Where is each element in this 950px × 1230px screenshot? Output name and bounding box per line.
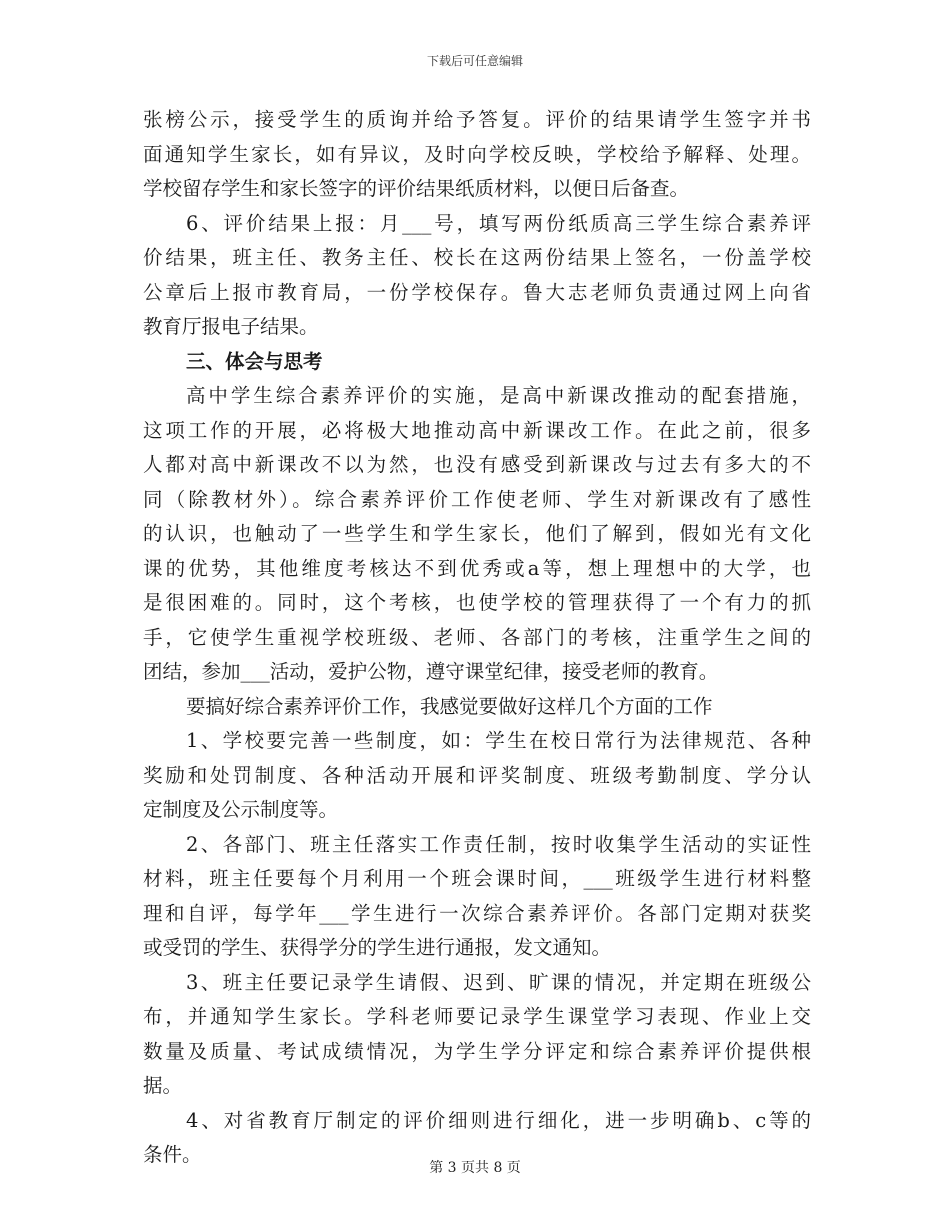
text-line: 手，它使学生重视学校班级、老师、各部门的考核，注重学生之间的	[143, 625, 811, 649]
text-line: 价结果，班主任、教务主任、校长在这两份结果上签名，一份盖学校	[143, 246, 811, 269]
text-line: 材料，班主任要每个月利用一个班会课时间，___班级学生进行材料整	[143, 867, 811, 890]
text-line: 教育厅报电子结果。	[143, 315, 319, 338]
text-line: 1、学校要完善一些制度，如：学生在校日常行为法律规范、各种	[186, 729, 811, 752]
text-line: 同（除教材外）。综合素养评价工作使老师、学生对新课改有了感性	[143, 487, 811, 511]
page-header: 下载后可任意编辑	[426, 54, 523, 68]
text-line: 3、班主任要记录学生请假、迟到、旷课的情况，并定期在班级公	[186, 970, 811, 994]
text-line: 布，并通知学生家长。学科老师要记录学生课堂学习表现、作业上交	[143, 1005, 811, 1028]
text-line: 课的优势，其他维度考核达不到优秀或a等，想上理想中的大学，也	[143, 556, 811, 580]
text-line: 是很困难的。同时，这个考核，也使学校的管理获得了一个有力的抓	[143, 591, 811, 614]
text-line: 人都对高中新课改不以为然，也没有感受到新课改与过去有多大的不	[143, 453, 811, 476]
text-line: 据。	[143, 1074, 183, 1097]
text-line: 学校留存学生和家长签字的评价结果纸质材料，以便日后备查。	[143, 177, 690, 200]
text-line: 团结，参加___活动，爱护公物，遵守课堂纪律，接受老师的教育。	[143, 660, 719, 683]
text-line: 公章后上报市教育局，一份学校保存。鲁大志老师负责通过网上向省	[143, 280, 811, 304]
text-line: 6、评价结果上报：月___号，填写两份纸质高三学生综合素养评	[186, 211, 811, 235]
text-line: 张榜公示，接受学生的质询并给予答复。评价的结果请学生签字并书	[143, 108, 811, 131]
text-line: 这项工作的开展，必将极大地推动高中新课改工作。在此之前，很多	[143, 418, 811, 442]
text-line: 奖励和处罚制度、各种活动开展和评奖制度、班级考勤制度、学分认	[143, 763, 811, 787]
text-line: 面通知学生家长，如有异议，及时向学校反映，学校给予解释、处理。	[143, 142, 811, 166]
text-line: 要搞好综合素养评价工作，我感觉要做好这样几个方面的工作	[186, 694, 713, 718]
section-heading: 三、体会与思考	[186, 349, 323, 373]
text-line: 2、各部门、班主任落实工作责任制，按时收集学生活动的实证性	[186, 832, 811, 856]
text-line: 或受罚的学生、获得学分的学生进行通报，发文通知。	[143, 936, 612, 959]
text-line: 的认识，也触动了一些学生和学生家长，他们了解到，假如光有文化	[143, 522, 811, 545]
text-line: 定制度及公示制度等。	[143, 798, 339, 821]
text-line: 高中学生综合素养评价的实施，是高中新课改推动的配套措施，	[186, 384, 811, 407]
text-line: 数量及质量、考试成绩情况，为学生学分评定和综合素养评价提供根	[143, 1039, 811, 1063]
text-line: 4、对省教育厅制定的评价细则进行细化，进一步明确b、c等的	[186, 1108, 811, 1132]
document-body	[143, 103, 811, 1173]
text-line: 条件。	[143, 1143, 202, 1166]
page-footer: 第 3 页共 8 页	[429, 1160, 521, 1176]
text-line: 理和自评，每学年___学生进行一次综合素养评价。各部门定期对获奖	[143, 901, 811, 925]
